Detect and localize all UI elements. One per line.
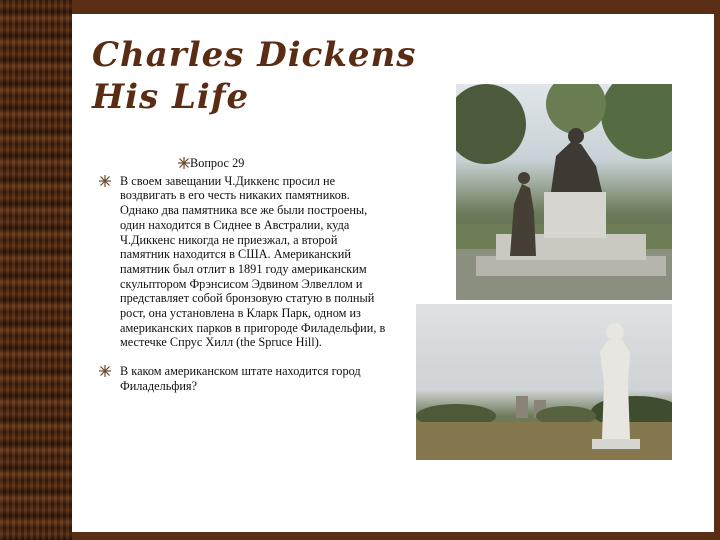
frame-right (714, 0, 720, 540)
bullet-text: В своем завещании Ч.Диккенс просил не воздвигать в его честь никаких памятников. Однако два памятника все же были построены, один находится в Сиднее в Австралии, куда Ч.Диккенс никогда не приезжал, а второй памятник находится в США. Американский памятник был отлит в 1891 году американским скульптором Фрэнсисом Эдвином Элвеллом и представляет собой бронзовую статую в полный рост, она установлена в Кларк Парк, одном из американских парков в пригороде Филадельфии, в местечке Спрус Хилл (the Spruce Hill). (120, 173, 386, 350)
title-line-1: Charles Dickens (92, 35, 417, 75)
bullet-text: В каком американском штате находится город Филадельфия? (120, 364, 361, 393)
bullet-star-icon (178, 157, 190, 169)
question-label: Вопрос 29 (190, 156, 245, 170)
bullet-item (88, 364, 388, 393)
slide-content (88, 156, 388, 408)
title-line-2: His Life (92, 77, 250, 117)
bullet-star-icon (99, 365, 111, 377)
dickens-statue-bronze-photo (456, 84, 672, 300)
slide (72, 14, 714, 532)
photo-illustration (456, 84, 672, 300)
photo-illustration (416, 304, 672, 460)
slide-title (92, 34, 416, 118)
dickens-statue-white-photo (416, 304, 672, 460)
decorative-wood-border (0, 0, 72, 540)
frame-bottom (72, 532, 720, 540)
bullet-star-icon (99, 175, 111, 187)
frame-top (72, 0, 720, 14)
question-label-row (88, 156, 388, 171)
bullet-item (88, 174, 388, 350)
